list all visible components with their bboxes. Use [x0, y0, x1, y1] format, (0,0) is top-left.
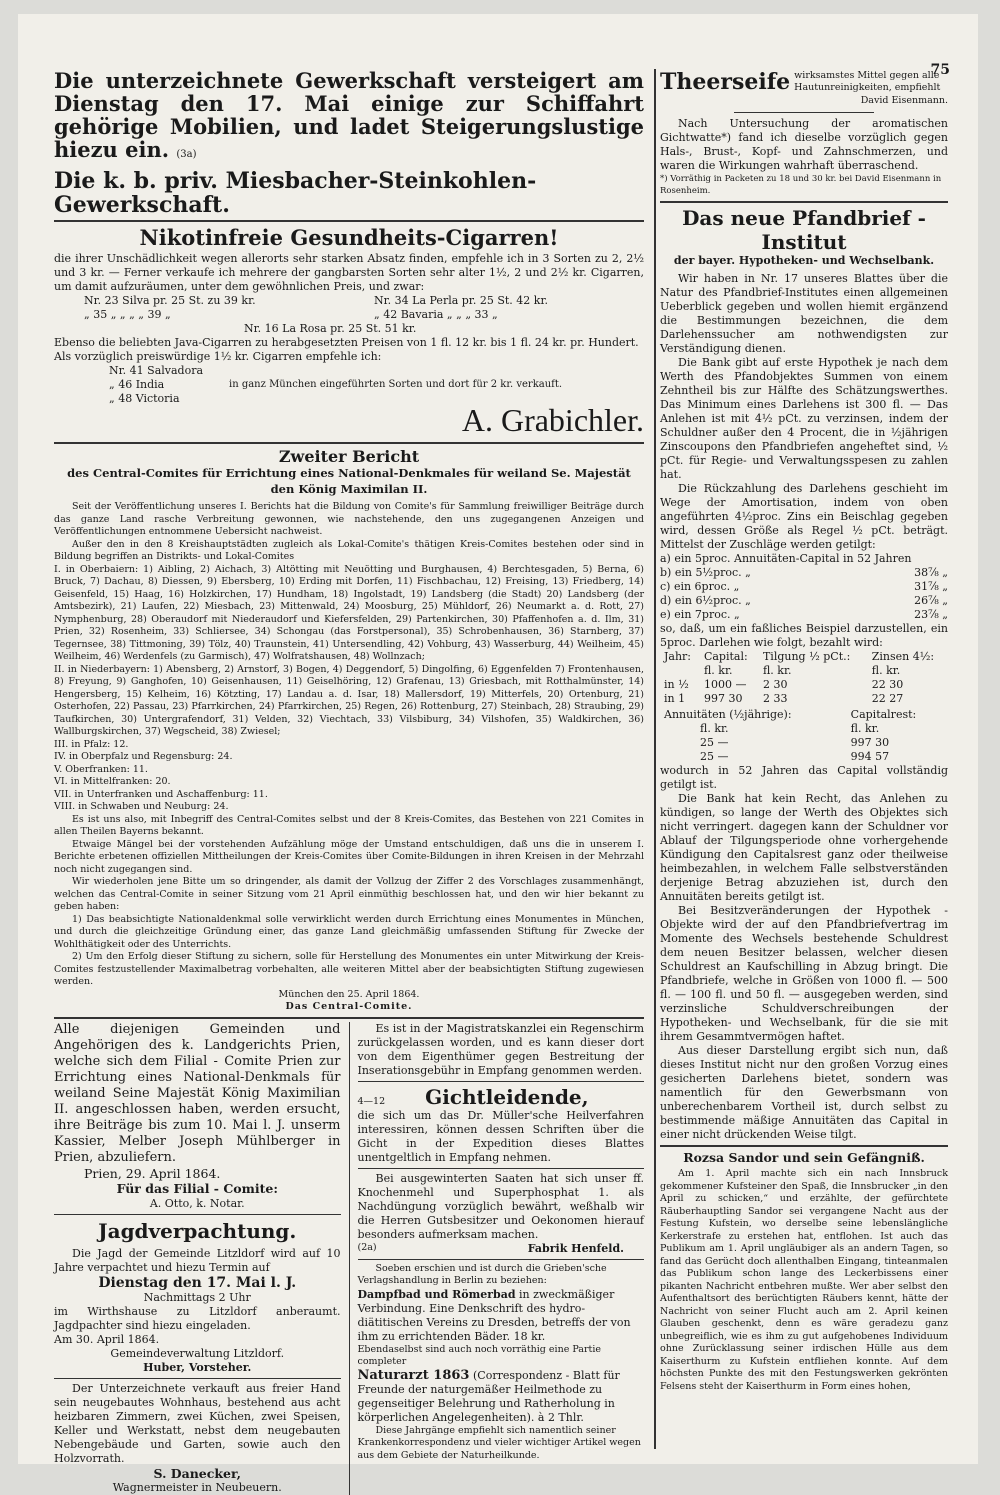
bank-title: Das neue Pfandbrief - Institut: [660, 206, 948, 254]
books-text: (Correspondenz - Blatt für Freunde der naturgemäßer Heilmethode zu gegenseitiger Belehrung und Ratherholung in körperlichen Angelegenheiten). à 2 Thlr.: [358, 1369, 620, 1424]
table-row: [660, 678, 948, 692]
page-number: 75: [931, 62, 950, 78]
report-subtitle: des Central-Comites für Errichtung eines National-Denkmales für weiland Se. Majestät den König Maximilan II.: [54, 466, 644, 497]
divider: [54, 442, 644, 444]
books-intro: Ebendaselbst sind auch noch vorräthig eine Partie completer: [358, 1344, 645, 1369]
fertilizer-signature: Fabrik Henfeld.: [528, 1242, 624, 1256]
divider: [358, 1081, 645, 1082]
table-row: [660, 692, 948, 706]
bank-table-2: [660, 708, 948, 764]
gout-text: die sich um das Dr. Müller'sche Heilverfahren interessiren, können dessen Schriften über die Gicht in der Expedition dieses Blattes unentgeltlich in Empfang nehmen.: [358, 1109, 645, 1165]
bank-paragraph: Die Bank hat kein Recht, das Anlehen zu kündigen, so lange der Werth des Objektes sich nicht verringert. dagegen kann der Schuldner vor Ablauf der Tilgungsperiode ohne vorhergehende Kündigung den Capitalsrest ganz oder theilweise heimbezahlen, in welchem Falle selbstverständen derjenige Betrag abzuziehen ist, durch den Annuitäten bereits getilgt ist.: [660, 792, 948, 904]
cigar-row: „ 35 „ „ „ „ 39 „: [84, 308, 374, 322]
rate-value: 31⅞ „: [914, 580, 948, 594]
bank-article: [660, 206, 948, 1142]
report-paragraph: Seit der Veröffentlichung unseres I. Berichts hat die Bildung von Comite's für Sammlung freiwilliger Beiträge durch das ganze Land rasche Verbreitung gewonnen, wie nachstehende, den uns zugegangenen Anzeigen und Veröffentlichungen entnommene Uebersicht nachweist.: [54, 501, 644, 539]
report-region: VI. in Mittelfranken: 20.: [54, 776, 644, 789]
report-paragraph: 2) Um den Erfolg dieser Stiftung zu sichern, solle für Herstellung des Monumentes ein unter Mitwirkung der Kreis-Comites festzustellender Maximalbetrag vorbehalten, alle weiteren Mittel aber der beabsichtigten Stiftung zugewiesen werden.: [54, 951, 644, 989]
table-subheader: fl. kr.: [700, 664, 759, 678]
newspaper-page: [18, 14, 978, 1464]
cigar-list-note: in ganz München eingeführten Sorten und dort für 2 kr. verkauft.: [229, 378, 562, 392]
table-header: Capitalrest:: [847, 708, 948, 722]
table-row: [660, 736, 948, 750]
divider: [660, 1145, 948, 1147]
report-date: München den 25. April 1864.: [54, 989, 644, 1002]
bank-paragraph: Die Rückzahlung des Darlehens geschieht im Wege der Amortisation, indem von oben angeführten 4½proc. Zins ein Beischlag gegeben wird, dessen Größe als Regel ½ pCt. beträgt. Mittelst der Zuschläge werden getilgt:: [660, 482, 948, 552]
rate-label: e) ein 7proc. „: [660, 608, 740, 622]
divider: [54, 1378, 341, 1379]
table-cell: 2 33: [759, 692, 868, 706]
table-cell: 997 30: [700, 692, 759, 706]
divider: [54, 220, 644, 222]
cigar-list-item: „ 46 India: [109, 378, 229, 392]
bank-paragraph: Wir haben in Nr. 17 unseres Blattes über die Natur des Pfandbrief-Institutes einen allgemeinen Ueberblick gegeben und wollen hiemit ergänzend die Bestimmungen bezeichnen, die dem Darlehenssucher am nothwendigsten zur Verständigung dienen.: [660, 272, 948, 356]
hunt-time: Nachmittags 2 Uhr: [54, 1291, 341, 1305]
sandor-text: Am 1. April machte sich ein nach Innsbruck gekommener Kufsteiner den Spaß, die Innsbrucker „in den April zu schicken,“ und erzählte, der gefürchtete Räuberhauptling Sandor sei vergangene Nacht aus der Festung Kufstein, wo derselbe seine lebenslängliche Kerkerstrafe zu erstehen hat, entflohen. Ist auch das Publikum am 1. April ungläubiger als an andern Tagen, so fand das Gerücht doch allenthalben Eingang, tinteanmalen das Publikum schon lange des Leckerbissens einer pikanten Nachricht entbehren mußte. Wer aber selbst den Aufenthaltsort des berüchtigten Räubers kennt, hätte der Nachricht von seiner Flucht auch am 2. April keinen Glauben geschenkt, denn es wäre geradezu ganz unbegreiflich, wie es ihm zu gut aufgehobenes Individuum ohne Zurücklassung seiner irdischen Hülle aus dem Kaiserthurm zu Kufstein entfliehen konnte. Auf dem höchsten Punkte des mit den Festungswerken gekrönten Felsens steht der Kaiserthurm in Form eines hohen,: [660, 1168, 948, 1393]
prien-sig: Für das Filial - Comite:: [54, 1181, 341, 1197]
table-cell: 25 —: [660, 736, 847, 750]
cigar-list-item: „ 48 Victoria: [109, 392, 229, 406]
table-cell: in ½: [660, 678, 700, 692]
report-signature: Das Central-Comite.: [54, 1001, 644, 1014]
report-paragraph: 1) Das beabsichtigte Nationaldenkmal solle verwirklicht werden durch Errichtung eines Monumentes in München, und durch die gleichzeitige Gründung einer, das ganze Land gleichmäßig umfassenden Stiftung für Zwecke der Wohlthätigkeit oder des Unterrichts.: [54, 914, 644, 952]
table-header: Annuitäten (½jährige):: [660, 708, 847, 722]
books-title: Naturarzt 1863: [358, 1368, 470, 1383]
hunt-title: Jagdverpachtung.: [54, 1219, 341, 1243]
hunt-text: im Wirthshause zu Litzldorf anberaumt. Jagdpachter sind hiezu eingeladen.: [54, 1305, 341, 1333]
cigar-row: Nr. 16 La Rosa pr. 25 St. 51 kr.: [244, 322, 644, 336]
auction-signature: Die k. b. priv. Miesbacher-Steinkohlen-Gewerkschaft.: [54, 169, 644, 217]
rate-value: 23⅞ „: [914, 608, 948, 622]
report-paragraph: Es ist uns also, mit Inbegriff des Central-Comites selbst und der 8 Kreis-Comites, das Bestehen von 221 Comites in allen Theilen Bayerns bekannt.: [54, 814, 644, 839]
rate-label: c) ein 6proc. „: [660, 580, 739, 594]
bank-paragraph: Die Bank gibt auf erste Hypothek je nach dem Werth des Pfandobjektes Summen von einem Zehntheil bis zur Hälfte des Schätzungswerthes. Das Minimum eines Darlehens ist 300 fl. — Das Anlehen ist mit 4½ pCt. zu verzinsen, indem der Schuldner außer den 4 Procent, die in ½jährigen Zinscoupons den Pfandbriefen angeheftet sind, ½ pCt. für Regie- und Verwaltungsspesen zu zahlen hat.: [660, 356, 948, 482]
cigar-ad: [54, 225, 644, 439]
lower-ads: [54, 1022, 644, 1495]
bank-paragraph: Bei Besitzveränderungen der Hypothek - Objekte wird der auf den Pfandbriefvertrag im Momente des Wechsels bestehende Schuldrest dem neuen Besitzer belassen, welcher diesen Schuldrest an Kaufschilling in Abzug bringt. Die Pfandbriefe, welche in Größen von 1000 fl. — 500 fl. — 100 fl. und 50 fl. — ausgegeben werden, sind verzinsliche Schuldverschreibungen der Hypotheken- und Wechselbank, für die sie mit ihrem Gesammtvermögen haftet.: [660, 904, 948, 1044]
divider: [54, 1214, 341, 1215]
books-title: Dampfbad und Römerbad: [358, 1288, 516, 1301]
hunt-sig: Huber, Vorsteher.: [54, 1361, 341, 1375]
table-cell: 997 30: [847, 736, 948, 750]
gout-ref: 4—12: [358, 1096, 386, 1109]
table-header: Tilgung ½ pCt.:: [759, 650, 868, 664]
table-cell: 22 30: [868, 678, 948, 692]
soap-note: *) Vorräthig in Packeten zu 18 und 30 kr. bei David Eisenmann in Rosenheim.: [660, 173, 948, 198]
divider: [358, 1259, 645, 1260]
bank-table: [660, 650, 948, 706]
column-rule: [654, 69, 656, 1449]
soap-ad: [660, 69, 948, 198]
cigar-list-item: Nr. 41 Salvadora: [109, 364, 229, 378]
table-subheader: fl. kr.: [660, 722, 847, 736]
report-region: VIII. in Schwaben und Neuburg: 24.: [54, 801, 644, 814]
report-oberbaiern: I. in Oberbaiern: 1) Aibling, 2) Aichach, 3) Altötting mit Neuötting und Burghausen, 4) Berchtesgaden, 5) Berna, 6) Bruck, 7) Dachau, 8) Diessen, 9) Ebersberg, 10) Erding mit Dorfen, 11) Fischbachau, 12) Freising, 13) Friedberg, 14) Geisenfeld, 15) Haag, 16) Holzkirchen, 17) Hundham, 18) Ingolstadt, 19) Landsberg (die Stadt) 20) Landsberg (der Amtsbezirk), 21) Laufen, 22) Miesbach, 23) Mittenwald, 24) Moosburg, 25) Mühldorf, 26) Neumarkt a. d. Rott, 27) Nymphenburg, 28) Oberaudorf mit Niederaudorf und Kiefersfelden, 29) Partenkirchen, 30) Pfaffenhofen a. d. Ilm, 31) Prien, 32) Rosenheim, 33) Schliersee, 34) Schongau (das Forstpersonal), 35) Schrobenhausen, 36) Starnberg, 37) Tegernsee, 38) Tittmoning, 39) Tölz, 40) Traunstein, 41) Untersendling, 42) Vohburg, 43) Wasserburg, 44) Weilheim, 45) Weilheim, 46) Werdenfels (zu Garmisch), 47) Wolfratshausen, 48) Wollnzach;: [54, 564, 644, 664]
cigar-intro: die ihrer Unschädlichkeit wegen allerorts sehr starken Absatz finden, empfehle ich in 3 Sorten zu 2, 2½ und 3 kr. — Ferner verkaufe ich mehrere der gangbarsten Sorten sehr alter 1½, 2 und 2½ kr. Cigarren, um damit aufzuräumen, unter dem gewöhnlichen Preis, und zwar:: [54, 252, 644, 294]
divider: [660, 201, 948, 203]
report-paragraph: Wir wiederholen jene Bitte um so dringender, als damit der Vollzug der Ziffer 2 des Vorschlages zusammenhängt, welchen das Central-Comite in seiner Sitzung vom 21 April einmüthig beschlossen hat, und den wir hier bekannt zu geben haben:: [54, 876, 644, 914]
cigar-row: Nr. 34 La Perla pr. 25 St. 42 kr.: [374, 294, 548, 308]
table-cell: in 1: [660, 692, 700, 706]
soap-text: Nach Untersuchung der aromatischen Gichtwatte*) fand ich dieselbe vorzüglich gegen Hals-, Brust-, Kopf- und Zahnschmerzen, und waren die Wirkungen wahrhaft überraschend.: [660, 117, 948, 173]
table-header: Zinsen 4½:: [868, 650, 948, 664]
report-region: VII. in Unterfranken und Aschaffenburg: 11.: [54, 789, 644, 802]
fertilizer-ref: (2a): [358, 1242, 377, 1256]
table-cell: 994 57: [847, 750, 948, 764]
table-cell: 25 —: [660, 750, 847, 764]
umbrella-text: Es ist in der Magistratskanzlei ein Regenschirm zurückgelassen worden, und es kann dieser dort von dem Eigenthümer gegen Bestreitung der Inserationsgebühr in Empfang genommen werden.: [358, 1022, 645, 1078]
gout-title: Gichtleidende,: [425, 1085, 588, 1109]
table-cell: 22 27: [868, 692, 948, 706]
house-sig: S. Danecker,: [54, 1466, 341, 1482]
soap-desc: wirksamstes Mittel gegen alle Hautunreinigkeiten, empfiehlt: [794, 70, 948, 95]
report-paragraph: Etwaige Mängel bei der vorstehenden Aufzählung möge der Umstand entschuldigen, daß uns die in unserem I. Berichte erbetenen offiziellen Mittheilungen der Kreis-Comites über Comite-Bildungen in ihren Kreisen in der Mehrzahl noch nicht zugegangen sind.: [54, 839, 644, 877]
table-row: [660, 750, 948, 764]
hunt-text: Die Jagd der Gemeinde Litzldorf wird auf 10 Jahre verpachtet und hiezu Termin auf: [54, 1247, 341, 1275]
table-cell: 2 30: [759, 678, 868, 692]
divider: [358, 1168, 645, 1169]
rate-label: d) ein 6½proc. „: [660, 594, 751, 608]
bank-subtitle: der bayer. Hypotheken- und Wechselbank.: [660, 254, 948, 268]
report-region: V. Oberfranken: 11.: [54, 764, 644, 777]
cigar-java: Ebenso die beliebten Java-Cigarren zu herabgesetzten Preisen von 1 fl. 12 kr. bis 1 fl. 24 kr. pr. Hundert.: [54, 336, 644, 350]
hunt-date: Dienstag den 17. Mai l. J.: [54, 1275, 341, 1291]
house-sig: Wagnermeister in Neubeuern.: [54, 1481, 341, 1495]
report-region: III. in Pfalz: 12.: [54, 739, 644, 752]
soap-title: Theerseife: [660, 69, 790, 95]
table-header: Capital:: [700, 650, 759, 664]
lower-left-ads: [54, 1022, 350, 1495]
rate-value: 38⅞ „: [914, 566, 948, 580]
fertilizer-text: Bei ausgewinterten Saaten hat sich unser ff. Knochenmehl und Superphosphat 1. als Nachdüngung vorzüglich bewährt, weßhalb wir die Herren Gutsbesitzer und Oekonomen hierauf besonders aufmerksam machen.: [358, 1172, 645, 1242]
table-subheader: fl. kr.: [868, 664, 948, 678]
prien-text: Alle diejenigen Gemeinden und Angehörigen des k. Landgerichts Prien, welche sich dem Filial - Comite Prien zur Errichtung eines National-Denkmals für weiland Seine Majestät König Maximilian II. angeschlossen haben, werden ersucht, ihre Beiträge bis zum 10. Mai l. J. unserm Kassier, Melber Joseph Mühlberger in Prien, abzuliefern.: [54, 1022, 341, 1166]
lower-right-ads: [358, 1022, 645, 1495]
auction-ad: [54, 69, 644, 217]
left-column: [54, 69, 644, 1495]
report-niederbaiern: II. in Niederbayern: 1) Abensberg, 2) Arnstorf, 3) Bogen, 4) Deggendorf, 5) Dingolfing, 6) Eggenfelden 7) Frontenhausen, 8) Freyung, 9) Ganghofen, 10) Geisenhausen, 11) Geiselhöring, 12) Grafenau, 13) Griesbach, mit Rotthalmünster, 14) Hengersberg, 15) Kelheim, 16) Kötzting, 17) Landau a. d. Isar, 18) Mallersdorf, 19) Mitterfels, 20) Ortenburg, 21) Osterhofen, 22) Passau, 23) Pfarrkirchen, 24) Pfarrkirchen, 25) Regen, 26) Rottenburg, 27) Steinbach, 28) Straubing, 29) Taufkirchen, 30) Untergrafendorf, 31) Velden, 32) Viechtach, 33) Vilsbiburg, 34) Vilshofen, 35) Waldkirchen, 36) Wallburgskirchen, 37) Wegscheid, 38) Zwiesel;: [54, 664, 644, 739]
auction-text: Die unterzeichnete Gewerkschaft versteigert am Dienstag den 17. Mai einige zur Schiffahrt gehörige Mobilien, und ladet Steigerungslustige hiezu ein.: [54, 68, 644, 162]
auction-ref: (3a): [176, 149, 196, 160]
books-intro: Soeben erschien und ist durch die Grieben'sche Verlagshandlung in Berlin zu beziehen:: [358, 1263, 645, 1288]
rate-label: b) ein 5½proc. „: [660, 566, 751, 580]
rate-label: a) ein 5proc. Annuitäten-Capital in 52 Jahren: [660, 552, 911, 566]
table-subheader: fl. kr.: [759, 664, 868, 678]
report-paragraph: Außer den in den 8 Kreishauptstädten zugleich als Lokal-Comite's thätigen Kreis-Comites bestehen oder sind in Bildung begriffen an Distrikts- und Lokal-Comites: [54, 539, 644, 564]
report-title: Zweiter Bericht: [54, 447, 644, 466]
sandor-title: Rozsa Sandor und sein Gefängniß.: [660, 1150, 948, 1166]
house-text: Der Unterzeichnete verkauft aus freier Hand sein neugebautes Wohnhaus, bestehend aus acht heizbaren Zimmern, zwei Küchen, zwei Speisen, Keller und Werkstatt, nebst dem neugebauten Nebengebäude und Garten, sowie auch den Holzvorrath.: [54, 1382, 341, 1466]
soap-seller: David Eisenmann.: [660, 95, 948, 108]
bank-paragraph: wodurch in 52 Jahren das Capital vollständig getilgt ist.: [660, 764, 948, 792]
bank-paragraph: so, daß, um ein faßliches Beispiel darzustellen, ein 5proc. Darlehen wie folgt, bezahlt wird:: [660, 622, 948, 650]
cigar-signature: A. Grabichler.: [54, 402, 644, 439]
table-header: Jahr:: [660, 650, 700, 664]
right-column: [660, 69, 948, 1393]
hunt-date-line: Am 30. April 1864.: [54, 1333, 341, 1347]
table-subheader: fl. kr.: [847, 722, 948, 736]
prien-sig: A. Otto, k. Notar.: [54, 1197, 341, 1211]
divider: [54, 1017, 644, 1019]
rate-value: 26⅞ „: [914, 594, 948, 608]
bank-paragraph: Aus dieser Darstellung ergibt sich nun, daß dieses Institut nicht nur den großen Vorzug eines gesicherten Darlehens bietet, sondern was namentlich für den Gewerbsmann von unberechenbarem Vortheil ist, durch selbst zu bestimmende mäßige Annuitäten das Capital in einer nicht drückenden Weise tilgt.: [660, 1044, 948, 1142]
sandor-article: [660, 1150, 948, 1394]
table-cell: 1000 —: [700, 678, 759, 692]
cigar-title: Nikotinfreie Gesundheits-Cigarren!: [54, 225, 644, 250]
books-text: Diese Jahrgänge empfiehlt sich namentlich seiner Krankenkorrespondenz und vieler wichtiger Artikel wegen aus dem Gebiete der Naturheilkunde.: [358, 1425, 645, 1463]
report-article: [54, 447, 644, 1014]
bank-rates: [660, 552, 948, 622]
table-subheader: [660, 664, 700, 678]
cigar-row: „ 42 Bavaria „ „ „ 33 „: [374, 308, 498, 322]
report-region: IV. in Oberpfalz und Regensburg: 24.: [54, 751, 644, 764]
cigar-recommend: Als vorzüglich preiswürdige 1½ kr. Cigarren empfehle ich:: [54, 350, 644, 364]
divider: [734, 112, 874, 113]
hunt-sig: Gemeindeverwaltung Litzldorf.: [54, 1347, 341, 1361]
prien-date: Prien, 29. April 1864.: [84, 1166, 341, 1182]
books-text: in zweckmäßiger Verbindung. Eine Denkschrift des hydro-diätitischen Vereins zu Dresden, betreffs der von ihm zu errichtenden Bäder. 18 kr.: [358, 1288, 631, 1343]
cigar-row: Nr. 23 Silva pr. 25 St. zu 39 kr.: [84, 294, 374, 308]
